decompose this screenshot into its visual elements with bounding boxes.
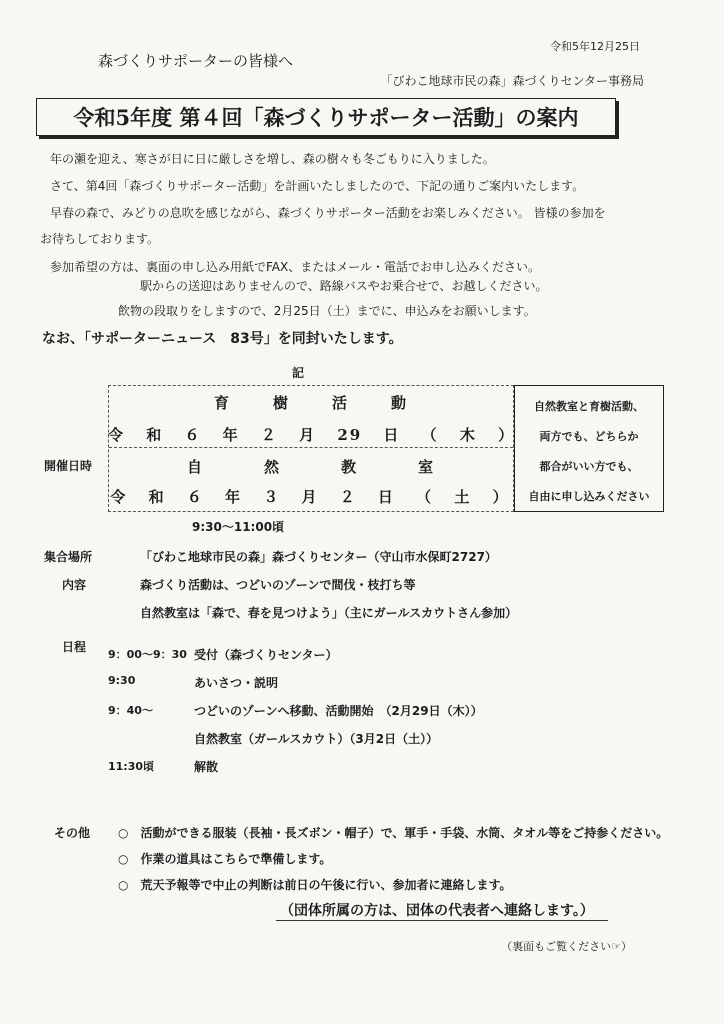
date-label: 開催日時 xyxy=(44,459,93,473)
program-time: 9：40～ xyxy=(108,704,153,717)
intro-paragraph: 参加希望の方は、裏面の申し込み用紙でFAX、またはメール・電話でお申し込みください。 xyxy=(50,260,540,274)
other-item: ○ 作業の道具はこちらで準備します。 xyxy=(118,852,332,866)
other-item: ○ 活動ができる服装（長袖・長ズボン・帽子）で、軍手・手袋、水筒、タオル等をご持参ください。 xyxy=(118,826,669,840)
intro-paragraph: 飲物の段取りをしますので、2月25日（土）までに、申込みをお願いします。 xyxy=(118,304,536,318)
intro-paragraph: 年の瀬を迎え、寒さが日に日に厳しさを増し、森の樹々も冬ごもりに入りました。 xyxy=(50,152,495,166)
place-label: 集合場所 xyxy=(44,550,93,564)
side-note-line: 都合がいい方でも、 xyxy=(539,460,639,473)
divider xyxy=(109,447,513,448)
side-note-line: 両方でも、どちらか xyxy=(539,430,639,443)
program-time: 11:30頃 xyxy=(108,760,155,773)
intro-paragraph: 早春の森で、みどりの息吹を感じながら、森づくりサポーター活動をお楽しみください。 皆様の参加を xyxy=(50,206,606,220)
content-line: 自然教室は「森で、春を見つけよう」（主にガールスカウトさん参加） xyxy=(140,606,518,620)
program-time: 9：00～9：30 xyxy=(108,648,187,661)
program-item: あいさつ・説明 xyxy=(194,676,279,690)
program-item: 自然教室（ガールスカウト）（3月2日（土）） xyxy=(194,732,439,746)
ki-heading: 記 xyxy=(292,366,305,380)
side-note-box xyxy=(514,385,664,512)
intro-paragraph: 駅からの送迎はありませんので、路線バスやお乗合せで、お越しください。 xyxy=(140,279,548,293)
other-label: その他 xyxy=(54,826,91,840)
program-label: 日程 xyxy=(62,640,87,654)
event-time: 9:30～11:00頃 xyxy=(192,520,285,534)
activity2-date: 令 和 ６ 年 ３ 月 ２ 日 （ 土 ） xyxy=(110,488,510,506)
content-label: 内容 xyxy=(62,578,87,592)
issue-date: 令和5年12月25日 xyxy=(550,40,640,53)
activity1-name: 育樹活動 xyxy=(213,394,450,412)
program-item: 受付（森づくりセンター） xyxy=(194,648,338,662)
place-value: 「びわこ地球市民の森」森づくりセンター（守山市水保町2727） xyxy=(140,550,497,564)
see-back-note: （裏面もご覧ください☞） xyxy=(501,940,632,953)
other-item: ○ 荒天予報等で中止の判断は前日の午後に行い、参加者に連絡します。 xyxy=(118,878,512,892)
content-line: 森づくり活動は、つどいのゾーンで間伐・枝打ち等 xyxy=(140,578,416,592)
activity1-date: 令 和 ６ 年 ２ 月 29 日 （ 木 ） xyxy=(108,426,516,444)
program-item: 解散 xyxy=(194,760,219,774)
issuing-office: 「びわこ地球市民の森」森づくりセンター事務局 xyxy=(380,74,644,88)
intro-paragraph: お待ちしております。 xyxy=(40,232,160,246)
greeting: 森づくりサポーターの皆様へ xyxy=(98,52,294,70)
side-note-line: 自由に申し込みください xyxy=(528,490,650,503)
intro-paragraph: さて、第4回「森づくりサポーター活動」を計画いたしましたので、下記の通りご案内いたします。 xyxy=(50,179,585,193)
program-item: つどいのゾーンへ移動、活動開始 （2月29日（木）） xyxy=(194,704,483,718)
activity2-name: 自然教室 xyxy=(186,458,495,476)
enclosure-note: なお、「サポーターニュース 83号」を同封いたします。 xyxy=(42,331,403,347)
page-title: 令和5年度 第４回「森づくりサポーター活動」の案内 xyxy=(36,98,616,136)
group-note: （団体所属の方は、団体の代表者へ連絡します。） xyxy=(280,903,594,919)
side-note-line: 自然教室と育樹活動、 xyxy=(534,400,644,413)
group-note-underline xyxy=(276,920,608,921)
program-time: 9:30 xyxy=(108,674,136,687)
